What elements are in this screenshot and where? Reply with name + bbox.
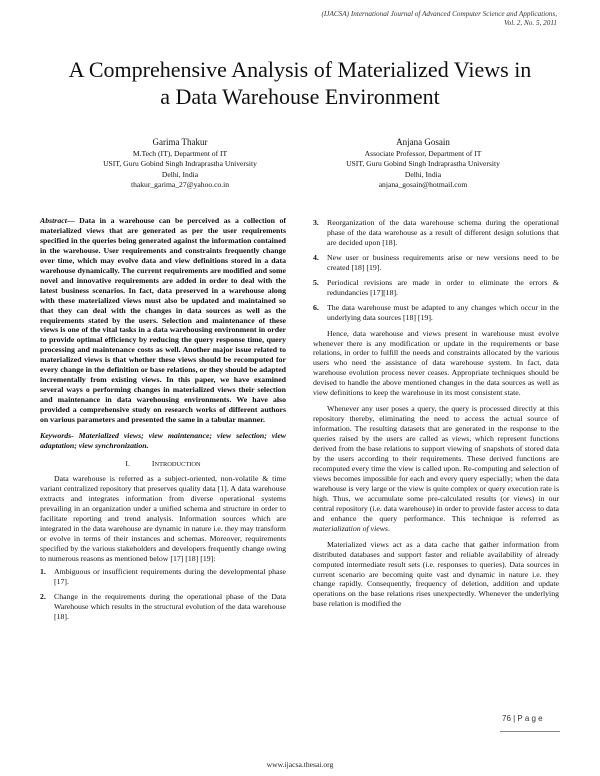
section-heading (40, 459, 286, 470)
author-city: Delhi, India (161, 169, 199, 179)
author-block-2 (293, 136, 553, 191)
list-item-number: 1. (40, 567, 46, 577)
page-number: 76 | P a g e (502, 714, 543, 723)
body-text: , which represent functions derived from the base relations to support viewing of snapshots of stored data by the users according to their requirements. These derived functions are recomputed every time the view is called upon. Re-computing and selection of views becomes impossible for each and every query especially; when the data warehouse is very large or the view is quite complex or query execution rate is high. Thus, we accumulate some pre-calculated results (or views) in our central repository (i.e. data warehouse) in order to provide faster access to data and enhance the query performance. This technique is referred as (313, 434, 559, 523)
author-name: Anjana Gosain (396, 137, 450, 147)
list-item-text: The data warehouse must be adapted to any changes which occur in the underlying data sources [18] [19]. (327, 302, 559, 322)
list-item-number: 2. (40, 592, 46, 602)
abstract (40, 216, 286, 425)
list-item (313, 303, 559, 323)
list-item (313, 278, 559, 298)
list-item-number: 3. (313, 218, 319, 227)
journal-header-line1: (IJACSA) International Journal of Advanced Computer Science and Applications, (321, 10, 557, 18)
keywords: Keywords- Materialized views; view maintenance; view selection; view adaptation; view synchronization. (40, 431, 286, 450)
list-item-text: Change in the requirements during the operational phase of the Data Warehouse which results in the structural evolution of the data warehouse [18]. (54, 592, 286, 622)
list-item-text: Reorganization of the data warehouse schema during the operational phase of the data warehouse as a result of different design solutions that are decided upon [18]. (327, 218, 559, 247)
body-paragraph: Hence, data warehouse and views present in warehouse must evolve whenever there is any modification or update in the requirements or base relations, in order to fulfill the needs and constraints allocated by the various users who need the assistance of data warehouse system. In fact, data warehouse evolution process never ceases. Appropriate techniques should be devised to handle the above mentioned changes in the data sources as well as view definitions to keep the warehouse in its most consistent state. (313, 328, 559, 398)
section-title-initial: I (151, 458, 155, 468)
body-text: . (387, 523, 390, 533)
list-item-text: Periodical revisions are made in order to eliminate the errors & redundancies [17][18]. (327, 277, 559, 297)
author-institution: USIT, Guru Gobind Singh Indraprastha University (103, 159, 257, 169)
footer-url[interactable]: www.ijacsa.thesai.org (266, 760, 334, 769)
list-item (313, 253, 559, 273)
journal-header (197, 10, 557, 28)
list-item-number: 6. (313, 302, 319, 312)
author-role: M.Tech (IT), Department of IT (132, 149, 228, 158)
list-item (313, 218, 559, 248)
abstract-label: Abstract (40, 216, 67, 225)
section-title-rest: NTRODUCTION (154, 460, 201, 468)
page-number-rule (500, 731, 560, 732)
author-email[interactable]: thakur_garima_27@yahoo.co.in (130, 180, 230, 190)
term-materialization: materialization of views (313, 523, 388, 533)
requirements-list-right (313, 218, 559, 323)
author-name: Garima Thakur (152, 137, 208, 147)
list-item (40, 567, 286, 587)
intro-paragraph: Data warehouse is referred as a subject-oriented, non-volatile & time variant centralized repository that preserves quality data [1]. A data warehouse extracts and integrates information from diverse operational systems prevailing in an organization under a unified schema and structure in order to facilitate reporting and trend analysis. Information sources which are integrated in the data warehouse are dynamic in nature i.e. they may transform or evolve in terms of their instances and schemas. Moreover, requirements specified by the various stakeholders and developers frequently change owing to numerous reasons as mentioned below [17] [18] [19]: (40, 473, 286, 563)
author-city: Delhi, India (404, 169, 442, 179)
list-item (40, 592, 286, 622)
term-views: views (451, 434, 470, 444)
body-text: Whenever any user poses a query, the query is processed directly at this repository thereby, eliminating the need to access the actual source of information. The resulting datasets that are generated in the response to the queries raised by the users are called as (313, 404, 559, 444)
list-item-number: 5. (313, 277, 319, 287)
author-email[interactable]: anjana_gosain@hotmail.com (378, 180, 468, 190)
paper-title-line1: A Comprehensive Analysis of Materialized Views in (68, 57, 532, 82)
journal-header-line2: Vol. 2, No. 5, 2011 (504, 19, 557, 27)
paper-title (30, 56, 570, 110)
author-institution: USIT, Guru Gobind Singh Indraprastha University (346, 159, 500, 169)
body-paragraph: Materialized views act as a data cache that gather information from distributed databases and support faster and reliable availability of already computed intermediate result sets (i.e. responses to queries). Data sources in current scenario are becoming quite vast and dynamic in nature i.e. they change rapidly. Consequently, frequency of deletion, addition and update operations on the base relations rises unexpectedly. Whenever the underlying base relation is modified the (313, 539, 559, 609)
left-column (40, 216, 286, 627)
list-item-number: 4. (313, 252, 319, 262)
right-column (313, 218, 559, 609)
requirements-list-left (40, 567, 286, 622)
body-paragraph (313, 404, 559, 533)
abstract-text: — Data in a warehouse can be perceived as a collection of materialized views that are generated as per the user requirements specified in the queries being generated against the information contained in the warehouse. User requirements and constraints frequently change over time, which may evolve data and view definitions stored in a data warehouse dynamically. The current requirements are modified and some novel and innovative requirements are added in order to deal with the latest business scenarios. In fact, data preserved in a warehouse along with these materialized views must also be updated and maintained so that they can deal with the changes in data sources as well as the requirements stated by the users. Selection and maintenance of these views is one of the vital tasks in a data warehousing environment in order to provide optimal efficiency by reducing the query response time, query processing and maintenance costs as well. Another major issue related to materialized views is that whether these views should be recomputed for every change in the definition or base relations, or they should be adapted incrementally from existing views. In this paper, we have examined several ways o performing changes in materialized views their selection and maintenance in data warehousing environments. We have also provided a comprehensive study on research works of different authors on various parameters and presented the same in a tabular manner. (40, 216, 286, 425)
section-number: I. (125, 458, 130, 468)
author-block-1 (50, 136, 310, 191)
paper-title-line2: a Data Warehouse Environment (160, 84, 440, 109)
list-item-text: Ambiguous or insufficient requirements during the developmental phase [17]. (54, 567, 286, 587)
author-role: Associate Professor, Department of IT (364, 149, 482, 158)
list-item-text: New user or business requirements arise or new versions need to be created [18] [19]. (327, 252, 559, 272)
